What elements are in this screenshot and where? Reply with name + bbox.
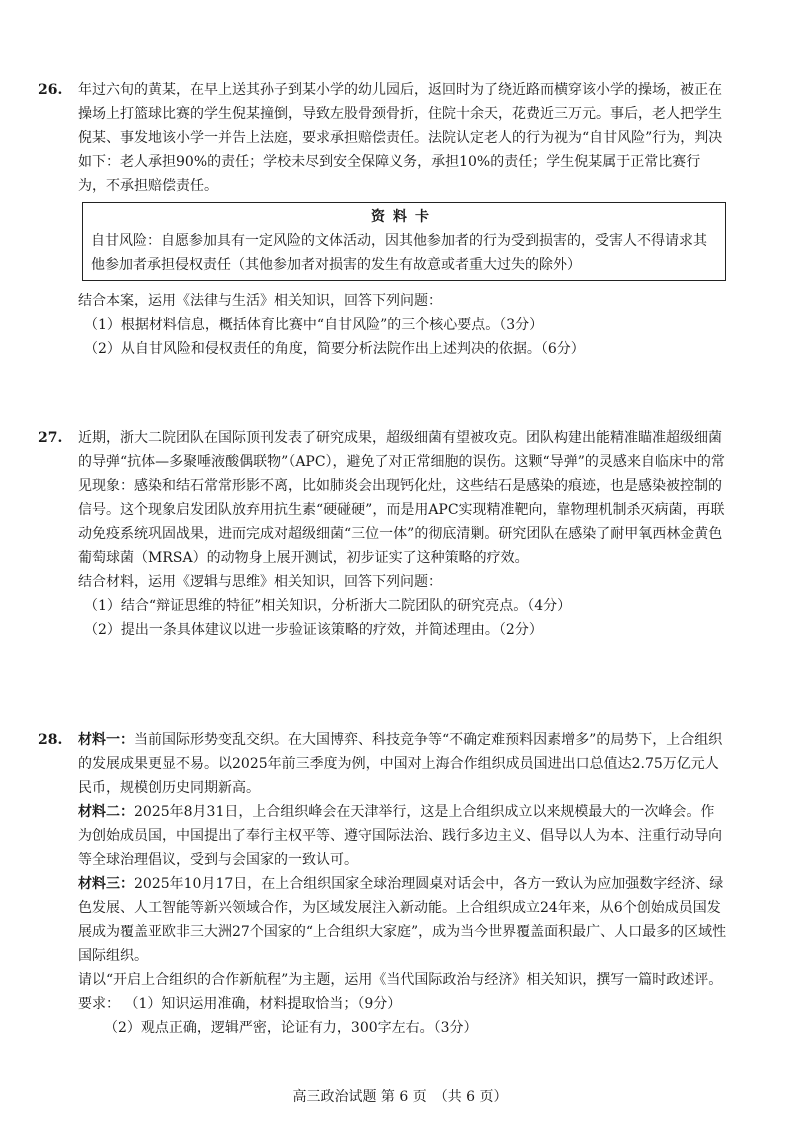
material-2-label: 材料二： <box>78 804 134 820</box>
info-card-text: 自甘风险：自愿参加具有一定风险的文体活动，因其他参加者的行为受到损害的，受害人不得请求其他参加者承担侵权责任（其他参加者对损害的发生有故意或者重大过失的除外） <box>91 233 707 273</box>
q28-requirements <box>78 992 728 1016</box>
q26-sub-question-2: （2）从自甘风险和侵权责任的角度，简要分析法院作出上述判决的依据。（6分） <box>84 341 585 357</box>
question-number: 27. <box>38 430 63 446</box>
q28-instruction: 请以“开启上合组织的合作新航程”为主题，运用《当代国际政治与经济》相关知识，撰写一篇时政述评。 <box>78 972 723 988</box>
requirement-2: （2）观点正确，逻辑严密，论证有力，300字左右。（3分） <box>104 1020 478 1036</box>
requirements-label: 要求： <box>78 996 120 1012</box>
q28-material-2 <box>78 800 728 872</box>
material-1-text: 当前国际形势变乱交织。在大国博弈、科技竞争等“不确定难预料因素增多”的局势下，上合组织的发展成果更显不易。以2025年前三季度为例，中国对上海合作组织成员国进出口总值达2.75万亿元人民币，规模创历史同期新高。 <box>78 732 723 796</box>
question-number: 26. <box>38 82 63 98</box>
requirement-1: （1）知识运用准确，材料提取恰当；（9分） <box>124 996 402 1012</box>
material-2-text: 2025年8月31日，上合组织峰会在天津举行，这是上合组织成立以来规模最大的一次峰会。作为创始成员国，中国提出了奉行主权平等、遵守国际法治、践行多边主义、倡导以人为本、注重行动导向等全球治理倡议，受到与会国家的一致认可。 <box>78 804 722 868</box>
info-card <box>82 202 726 281</box>
q27-sub-question-2: （2）提出一条具体建议以进一步验证该策略的疗效，并简述理由。（2分） <box>84 622 543 638</box>
material-1-label: 材料一： <box>78 732 134 748</box>
q26-material: 年过六旬的黄某，在早上送其孙子到某小学的幼儿园后，返回时为了绕近路而横穿该小学的操场，被正在操场上打篮球比赛的学生倪某撞倒，导致左股骨颈骨折，住院十余天，花费近三万元。事后，老人把学生倪某、事发地该小学一并告上法庭，要求承担赔偿责任。法院认定老人的行为视为“自甘风险”行为，判决如下：老人承担90%的责任；学校未尽到安全保障义务，承担10%的责任；学生倪某属于正常比赛行为，不承担赔偿责任。 <box>78 82 723 194</box>
q28-material-1 <box>78 728 728 800</box>
q28-material-3 <box>78 872 728 968</box>
question-number: 28. <box>38 732 63 748</box>
info-card-title: 资料卡 <box>371 209 437 225</box>
q26-instruction: 结合本案，运用《法律与生活》相关知识，回答下列问题： <box>78 293 442 309</box>
question-26 <box>38 78 728 361</box>
question-28 <box>38 728 728 1040</box>
q27-instruction: 结合材料，运用《逻辑与思维》相关知识，回答下列问题： <box>78 574 442 590</box>
question-27 <box>38 426 728 642</box>
material-3-text: 2025年10月17日，在上合组织国家全球治理圆桌对话会中，各方一致认为应加强数字经济、绿色发展、人工智能等新兴领域合作，为区域发展注入新动能。上合组织成立24年来，从6个创始成员国发展成为覆盖亚欧非三大洲27个国家的“上合组织大家庭”，成为当今世界覆盖面积最广、人口最多的区域性国际组织。 <box>78 876 727 964</box>
material-3-label: 材料三： <box>78 876 134 892</box>
q26-sub-question-1: （1）根据材料信息，概括体育比赛中“自甘风险”的三个核心要点。（3分） <box>84 317 544 333</box>
q27-material: 近期，浙大二院团队在国际顶刊发表了研究成果，超级细菌有望被攻克。团队构建出能精准瞄准超级细菌的导弹“抗体—多聚唾液酸偶联物”（APC），避免了对正常细胞的误伤。这颗“导弹”的灵感来自临床中的常见现象：感染和结石常常形影不离，比如肺炎会出现钙化灶，这些结石是感染的痕迹，也是感染被控制的信号。这个现象启发团队放弃用抗生素“硬碰硬”，而是用APC实现精准靶向，靠物理机制杀灭病菌，再联动免疫系统巩固战果，进而完成对超级细菌“三位一体”的彻底清剿。研究团队在感染了耐甲氧西林金黄色葡萄球菌（MRSA）的动物身上展开测试，初步证实了这种策略的疗效。 <box>78 430 725 566</box>
page-footer: 高三政治试题 第 6 页 （共 6 页） <box>292 1089 508 1105</box>
q27-sub-question-1: （1）结合“辩证思维的特征”相关知识，分析浙大二院团队的研究亮点。（4分） <box>84 598 572 614</box>
